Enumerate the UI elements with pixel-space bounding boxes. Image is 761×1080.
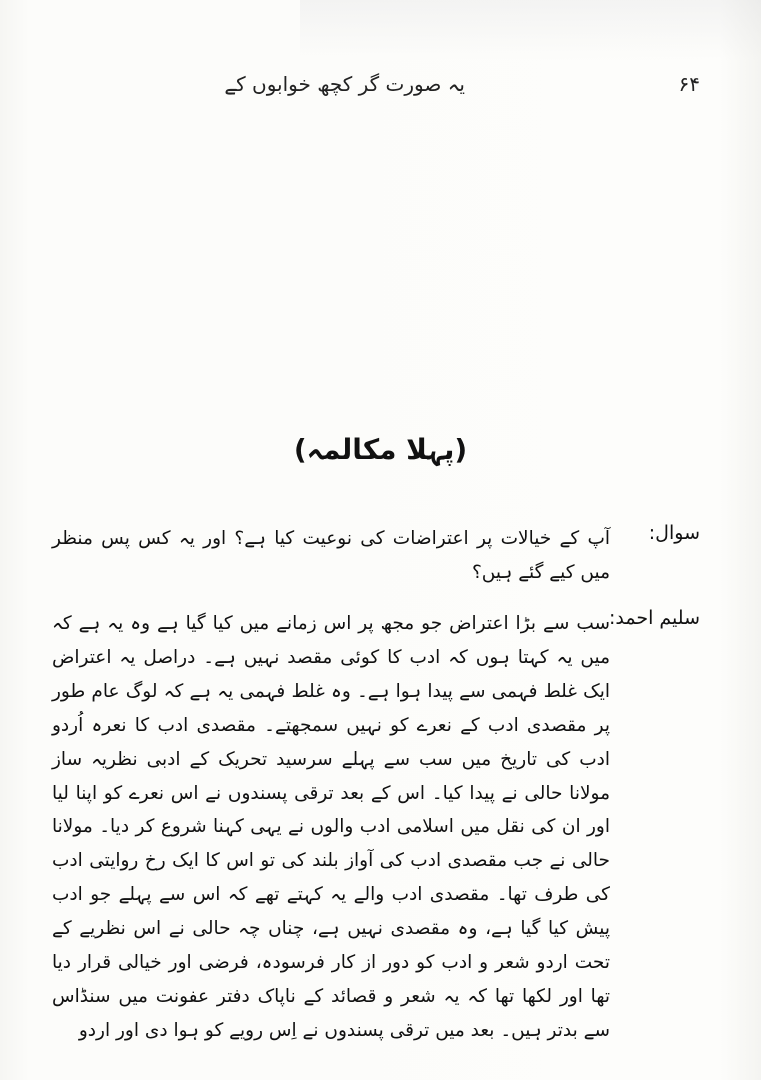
- page-number: ۶۴: [678, 72, 700, 96]
- speaker-label: سلیم احمد:: [608, 607, 700, 629]
- question-text: آپ کے خیالات پر اعتراضات کی نوعیت کیا ہے؟ اور یہ کس پس منظر میں کیے گئے ہیں؟: [52, 528, 610, 583]
- speaker-label: سوال:: [648, 522, 700, 544]
- answer-text: سب سے بڑا اعتراض جو مجھ پر اس زمانے میں کیا گیا ہے وہ یہ ہے کہ میں یہ کہتا ہوں کہ ادب کا کوئی مقصد نہیں ہے۔ دراصل یہ اعتراض ایک غلط فہمی سے پیدا ہوا ہے۔ وہ غلط فہمی یہ ہے کہ لوگ عام طور پر مقصدی ادب کے نعرے کو نہیں سمجھتے۔ مقصدی ادب کا نعرہ اُردو ادب کی تاریخ میں سب سے پہلے سرسید تحریک کے ادبی نظریہ ساز مولانا حالی نے پیدا کیا۔ اس کے بعد ترقی پسندوں نے اس نعرے کو اپنا لیا اور ان کی نقل میں اسلامی ادب والوں نے یہی کہنا شروع کر دیا۔ مولانا حالی نے جب مقصدی ادب کی آواز بلند کی تو اس کا ایک رخ روایتی ادب کی طرف تھا۔ مقصدی ادب والے یہ کہتے تھے کہ اس سے پہلے جو ادب پیش کیا گیا ہے، وہ مقصدی نہیں ہے، چناں چہ حالی نے اس نظریے کے تحت اردو شعر و ادب کو دور از کار فرسودہ، فرضی اور خیالی قرار دیا تھا اور لکھا تھا کہ یہ شعر و قصائد کے ناپاک دفتر عفونت میں سنڈاس سے بدتر ہیں۔ بعد میں ترقی پسندوں نے اِس رویے کو ہوا دی اور اردو: [52, 613, 610, 1041]
- section-title: (پہلا مکالمہ): [293, 433, 468, 466]
- running-title: یہ صورت گر کچھ خوابوں کے: [224, 72, 465, 96]
- running-header: [60, 72, 700, 108]
- scan-bleed: [300, 0, 761, 60]
